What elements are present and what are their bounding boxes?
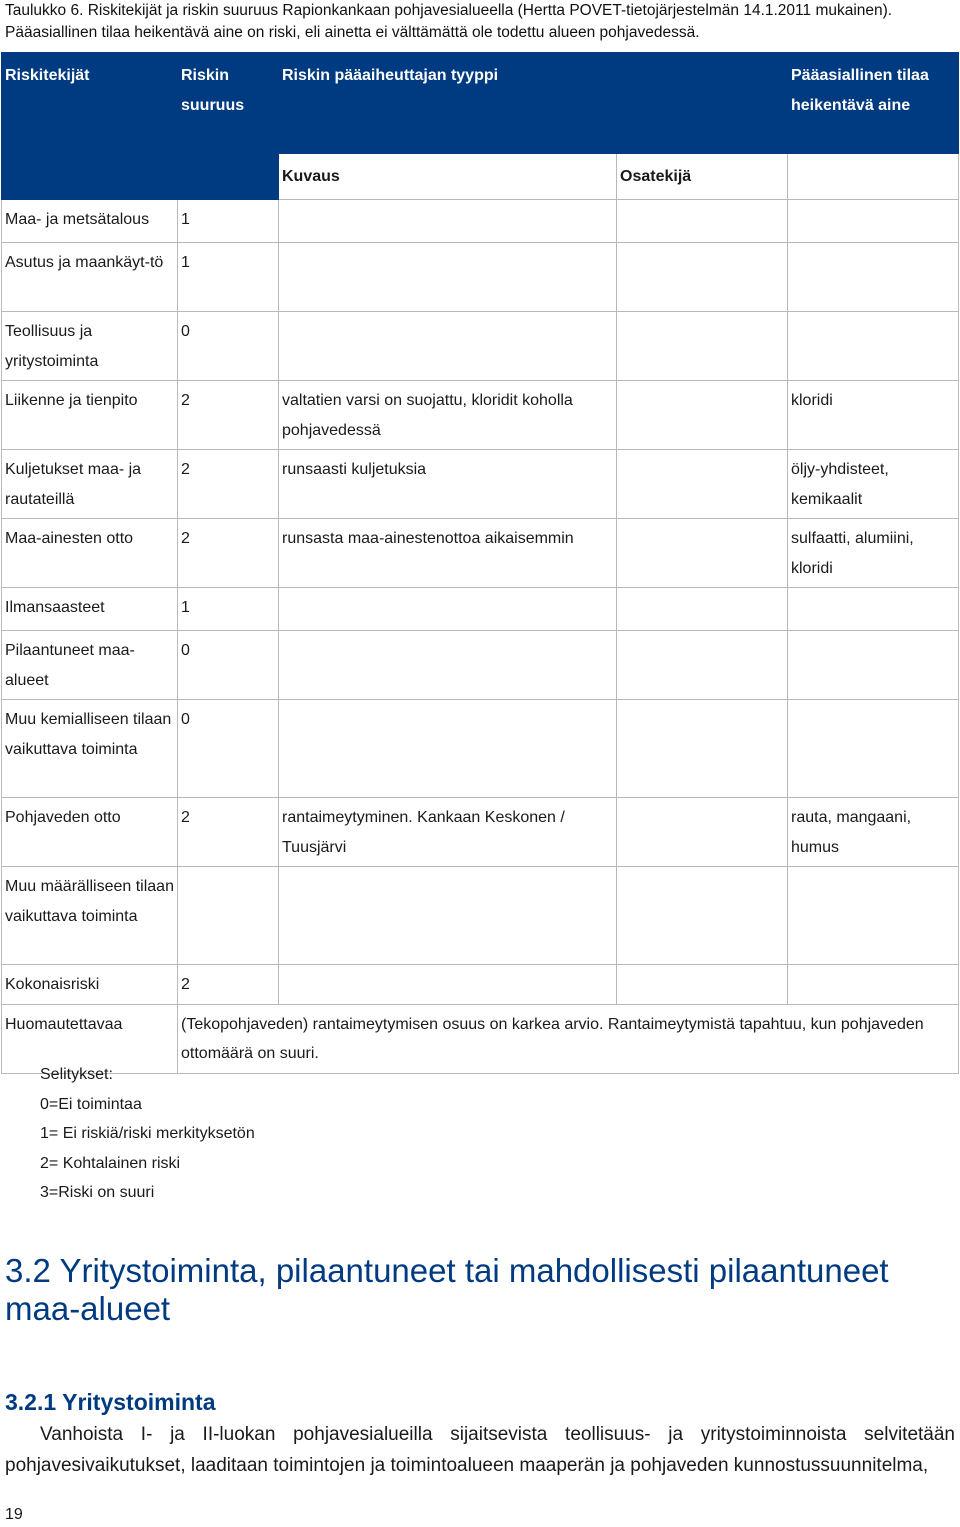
cell-participant bbox=[617, 631, 788, 700]
header-substance: Pääasiallinen tilaa heikentävä aine bbox=[788, 53, 959, 154]
header-description: Kuvaus bbox=[279, 154, 617, 200]
legend-item: 0=Ei toimintaa bbox=[40, 1095, 142, 1113]
cell-description bbox=[279, 312, 617, 381]
cell-size: 2 bbox=[178, 381, 279, 450]
table-row bbox=[2, 588, 959, 631]
cell-substance bbox=[788, 867, 959, 965]
legend bbox=[40, 1060, 255, 1208]
cell-factor: Pilaantuneet maa-alueet bbox=[2, 631, 178, 700]
cell-substance bbox=[788, 588, 959, 631]
cell-factor: Muu kemialliseen tilaan vaikuttava toiminta bbox=[2, 700, 178, 798]
cell-substance: öljy-yhdisteet, kemikaalit bbox=[788, 450, 959, 519]
total-empty-3 bbox=[788, 965, 959, 1005]
cell-size bbox=[178, 867, 279, 965]
table-row bbox=[2, 519, 959, 588]
risk-table bbox=[1, 52, 959, 1074]
cell-factor: Teollisuus ja yritystoiminta bbox=[2, 312, 178, 381]
cell-description bbox=[279, 631, 617, 700]
table-row bbox=[2, 381, 959, 450]
cell-substance bbox=[788, 200, 959, 243]
cell-size: 1 bbox=[178, 588, 279, 631]
cell-substance bbox=[788, 631, 959, 700]
cell-factor: Ilmansaasteet bbox=[2, 588, 178, 631]
cell-participant bbox=[617, 798, 788, 867]
legend-item: 3=Riski on suuri bbox=[40, 1184, 155, 1201]
cell-participant bbox=[617, 381, 788, 450]
table-caption bbox=[5, 0, 892, 44]
note-text: (Tekopohjaveden) rantaimeytymisen osuus on karkea arvio. Rantaimeytymistä tapahtuu, kun pohjaveden ottomäärä on suuri. bbox=[178, 1004, 959, 1073]
table-row bbox=[2, 798, 959, 867]
cell-participant bbox=[617, 867, 788, 965]
cell-size: 2 bbox=[178, 450, 279, 519]
cell-size: 0 bbox=[178, 312, 279, 381]
table-row bbox=[2, 312, 959, 381]
legend-title: Selitykset: bbox=[40, 1066, 113, 1083]
cell-size: 1 bbox=[178, 243, 279, 312]
cell-participant bbox=[617, 450, 788, 519]
cell-participant bbox=[617, 700, 788, 798]
cell-substance: rauta, mangaani, humus bbox=[788, 798, 959, 867]
caption-line-2: Pääasiallinen tilaa heikentävä aine on riski, eli ainetta ei välttämättä ole todettu alueen pohjavedessä. bbox=[5, 24, 700, 41]
cell-factor: Pohjaveden otto bbox=[2, 798, 178, 867]
cell-substance bbox=[788, 700, 959, 798]
table-row bbox=[2, 867, 959, 965]
header-size: Riskin suuruus bbox=[178, 53, 279, 200]
total-empty-2 bbox=[617, 965, 788, 1005]
cell-factor: Muu määrälliseen tilaan vaikuttava toiminta bbox=[2, 867, 178, 965]
cell-description bbox=[279, 700, 617, 798]
cell-description bbox=[279, 243, 617, 312]
page-number: 19 bbox=[5, 1506, 23, 1523]
cell-participant bbox=[617, 200, 788, 243]
cell-size: 0 bbox=[178, 631, 279, 700]
cell-description bbox=[279, 867, 617, 965]
total-label: Kokonaisriski bbox=[2, 965, 178, 1005]
cell-factor: Maa-ainesten otto bbox=[2, 519, 178, 588]
section-heading: 3.2 Yritystoiminta, pilaantuneet tai mahdollisesti pilaantuneet maa-alueet bbox=[5, 1252, 889, 1327]
cell-description: runsasta maa-ainestenottoa aikaisemmin bbox=[279, 519, 617, 588]
cell-size: 2 bbox=[178, 519, 279, 588]
table-row bbox=[2, 450, 959, 519]
table-row bbox=[2, 700, 959, 798]
cell-substance: sulfaatti, alumiini, kloridi bbox=[788, 519, 959, 588]
cell-factor: Liikenne ja tienpito bbox=[2, 381, 178, 450]
cell-factor: Asutus ja maankäyt-tö bbox=[2, 243, 178, 312]
table-row bbox=[2, 243, 959, 312]
risk-rows bbox=[2, 200, 959, 965]
cell-size: 2 bbox=[178, 798, 279, 867]
cell-factor: Maa- ja metsätalous bbox=[2, 200, 178, 243]
table-row bbox=[2, 200, 959, 243]
legend-item: 2= Kohtalainen riski bbox=[40, 1154, 181, 1172]
cell-description: rantaimeytyminen. Kankaan Keskonen / Tuusjärvi bbox=[279, 798, 617, 867]
total-empty-1 bbox=[279, 965, 617, 1005]
caption-line-1: Taulukko 6. Riskitekijät ja riskin suuruus Rapionkankaan pohjavesialueella (Hertta POVET-tietojärjestelmän 14.1.2011 mukainen). bbox=[5, 2, 893, 19]
header-source-type: Riskin pääaiheuttajan tyyppi bbox=[279, 53, 788, 154]
cell-participant bbox=[617, 312, 788, 381]
body-paragraph bbox=[5, 1419, 955, 1481]
table-header-row bbox=[2, 53, 959, 154]
cell-description bbox=[279, 588, 617, 631]
cell-description: valtatien varsi on suojattu, kloridit koholla pohjavedessä bbox=[279, 381, 617, 450]
note-label: Huomautettavaa bbox=[2, 1004, 178, 1073]
cell-participant bbox=[617, 588, 788, 631]
header-substance-empty bbox=[788, 154, 959, 200]
subsection-heading: 3.2.1 Yritystoiminta bbox=[5, 1389, 216, 1415]
cell-substance bbox=[788, 243, 959, 312]
header-factors: Riskitekijät bbox=[2, 53, 178, 200]
cell-substance bbox=[788, 312, 959, 381]
cell-size: 1 bbox=[178, 200, 279, 243]
cell-factor: Kuljetukset maa- ja rautateillä bbox=[2, 450, 178, 519]
total-row bbox=[2, 965, 959, 1005]
total-value: 2 bbox=[178, 965, 279, 1005]
cell-description: runsaasti kuljetuksia bbox=[279, 450, 617, 519]
paragraph-text: Vanhoista I- ja II-luokan pohjavesialueilla sijaitsevista teollisuus- ja yritystoiminnoista selvitetään pohjavesivaikutukset, laaditaan toimintojen ja toimintoalueen maaperän ja pohjaveden kunnostussuunnitelma, bbox=[5, 1424, 955, 1476]
legend-item: 1= Ei riskiä/riski merkityksetön bbox=[40, 1125, 255, 1142]
table-row bbox=[2, 631, 959, 700]
cell-size: 0 bbox=[178, 700, 279, 798]
cell-substance: kloridi bbox=[788, 381, 959, 450]
cell-participant bbox=[617, 519, 788, 588]
cell-participant bbox=[617, 243, 788, 312]
cell-description bbox=[279, 200, 617, 243]
header-participant: Osatekijä bbox=[617, 154, 788, 200]
